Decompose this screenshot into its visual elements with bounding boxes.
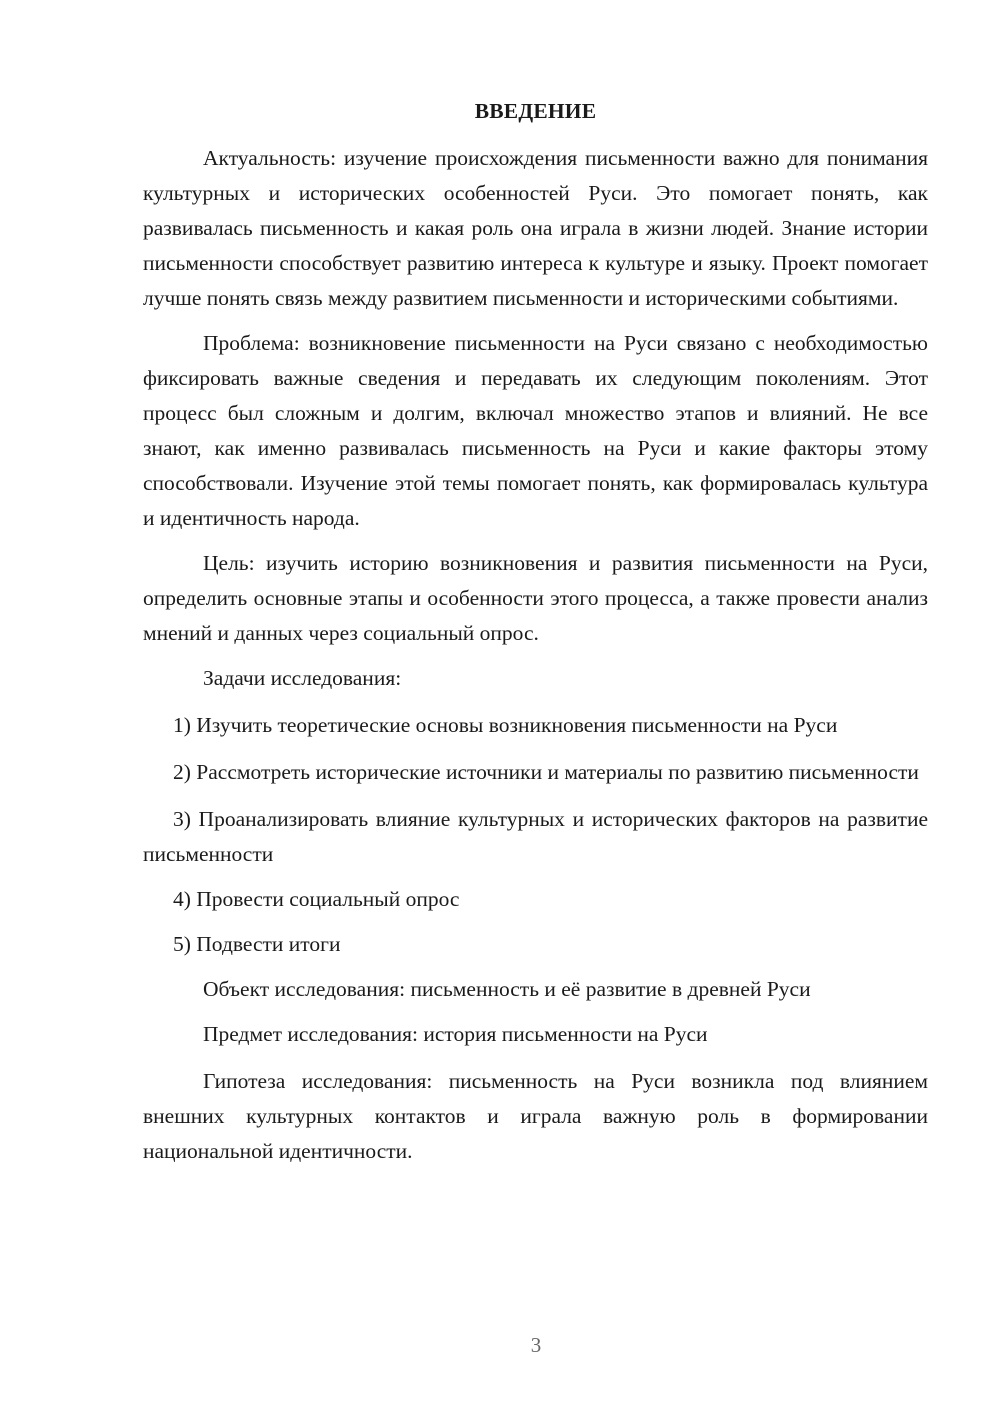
tasks-heading: Задачи исследования: xyxy=(203,666,402,690)
hypothesis-paragraph: Гипотеза исследования: письменность на Руси возникла под влиянием внешних культурных контактов и играла важную роль в формировании национальной идентичности. xyxy=(143,1069,928,1163)
document-page xyxy=(143,96,928,1169)
page-number: 3 xyxy=(530,1333,542,1357)
relevance-paragraph: Актуальность: изучение происхождения письменности важно для понимания культурных и исторических особенностей Руси. Это помогает понять, как развивалась письменность и какая роль она играла в жизни людей. Знание истории письменности способствует развитию интереса к культуре и языку. Проект помогает лучше понять связь между развитием письменности и историческими событиями. xyxy=(143,146,928,310)
tasks-list xyxy=(143,708,928,962)
list-item: 4) Провести социальный опрос xyxy=(173,887,460,911)
goal-paragraph: Цель: изучить историю возникновения и развития письменности на Руси, определить основные этапы и особенности этого процесса, а также провести анализ мнений и данных через социальный опрос. xyxy=(143,551,928,645)
subject-paragraph: Предмет исследования: история письменности на Руси xyxy=(203,1022,708,1046)
page-title: ВВЕДЕНИЕ xyxy=(474,99,597,123)
object-paragraph: Объект исследования: письменность и её развитие в древней Руси xyxy=(203,977,811,1001)
list-item: 1) Изучить теоретические основы возникновения письменности на Руси xyxy=(173,713,838,737)
problem-paragraph: Проблема: возникновение письменности на Руси связано с необходимостью фиксировать важные сведения и передавать их следующим поколениям. Этот процесс был сложным и долгим, включал множество этапов и влияний. Не все знают, как именно развивалась письменность на Руси и какие факторы этому способствовали. Изучение этой темы помогает понять, как формировалась культура и идентичность народа. xyxy=(143,331,928,530)
list-item: 3) Проанализировать влияние культурных и исторических факторов на развитие письменности xyxy=(143,807,928,866)
list-item: 2) Рассмотреть исторические источники и материалы по развитию письменности xyxy=(173,760,919,784)
list-item: 5) Подвести итоги xyxy=(173,932,341,956)
